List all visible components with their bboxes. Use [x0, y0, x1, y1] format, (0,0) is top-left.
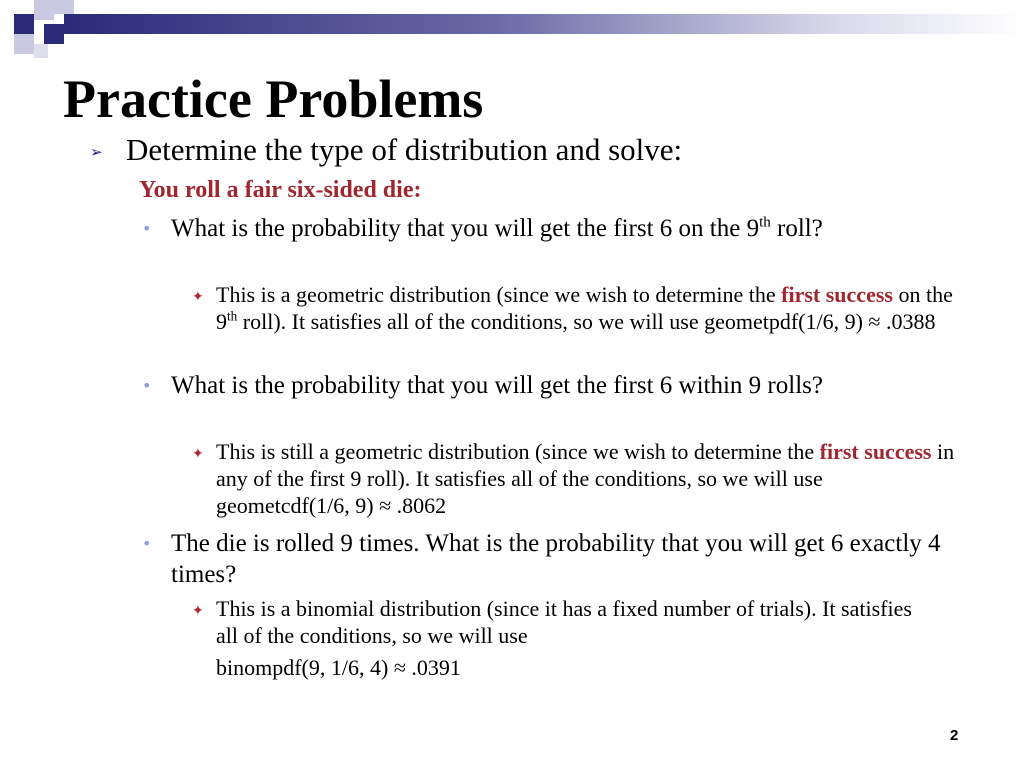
question-1: What is the probability that you will get the first 6 on the 9th roll? [171, 214, 823, 242]
bullet-dot-icon: • [142, 376, 152, 395]
main-bullet-text: Determine the type of distribution and solve: [126, 132, 683, 167]
scenario-heading: You roll a fair six-sided die: [139, 177, 422, 203]
star-bullet-icon: ✦ [192, 446, 204, 462]
question-3: The die is rolled 9 times. What is the probability that you will get 6 exactly 4 times? [171, 530, 941, 588]
first-success-highlight: first success [819, 439, 932, 464]
bullet-dot-icon: • [142, 534, 152, 553]
deco-square-light-1 [34, 0, 54, 20]
star-bullet-icon: ✦ [192, 289, 204, 305]
answer-1: This is a geometric distribution (since we wish to determine the first success on the 9th roll). It satisfies all of the conditions, so we will use geometpdf(1/6, 9) ≈ .0388 [216, 282, 953, 334]
arrow-bullet-icon: ➢ [90, 143, 103, 161]
star-bullet-icon: ✦ [192, 603, 204, 619]
header-gradient-band [64, 14, 1024, 34]
deco-square-navy-2 [44, 24, 64, 44]
deco-square-light-3 [14, 34, 34, 54]
bullet-dot-icon: • [142, 219, 152, 238]
answer-2: This is still a geometric distribution (since we wish to determine the first success in any of the first 9 roll). It satisfies all of the conditions, so we will use geometcdf(1/6, 9) ≈ .8062 [216, 439, 955, 518]
answer-3: This is a binomial distribution (since it has a fixed number of trials). It satisfies all of the conditions, so we will use binompdf(9, 1/6, 4) ≈ .0391 [216, 596, 912, 680]
question-2: What is the probability that you will get the first 6 within 9 rolls? [171, 372, 823, 399]
deco-square-navy-1 [14, 14, 34, 34]
first-success-highlight: first success [781, 282, 893, 307]
page-number: 2 [950, 727, 959, 744]
deco-square-light-2 [54, 0, 74, 14]
slide-title: Practice Problems [63, 69, 484, 129]
deco-square-light-4 [34, 44, 48, 58]
